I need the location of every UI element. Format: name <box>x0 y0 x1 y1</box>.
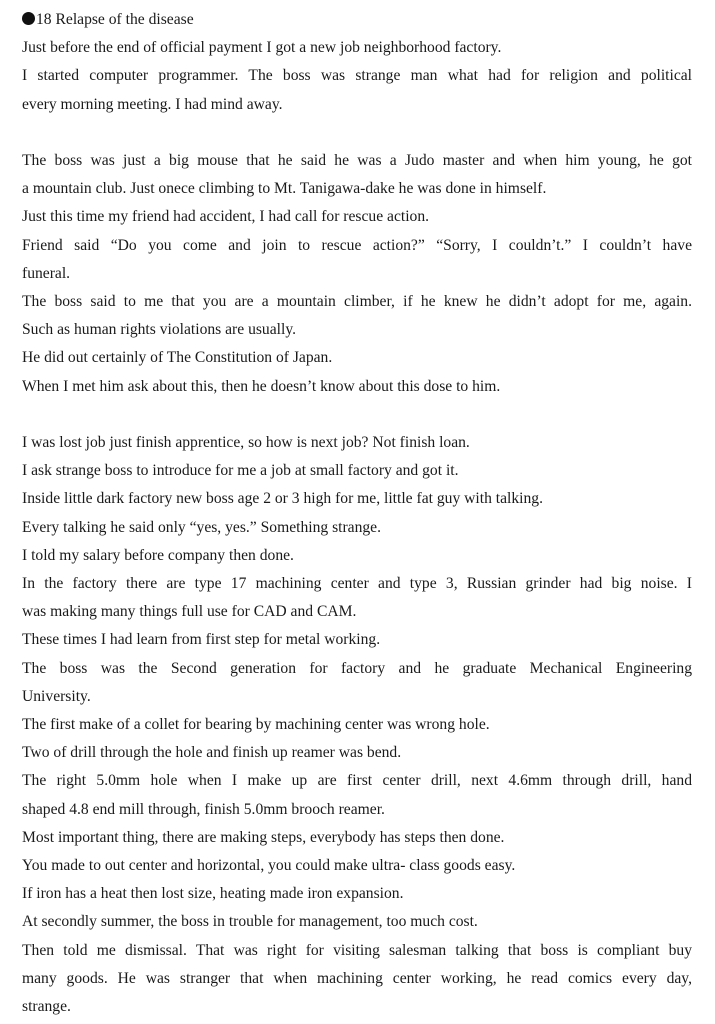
text-line: Most important thing, there are making steps, everybody has steps then done. <box>22 828 505 846</box>
paragraph-2 <box>22 147 692 401</box>
paragraph-3 <box>22 429 692 1021</box>
text-line: Just before the end of official payment I got a new job neighborhood factory. <box>22 39 502 57</box>
document-body <box>22 6 692 1021</box>
text-line: At secondly summer, the boss in trouble for management, too much cost. <box>22 913 478 931</box>
text-line: These times I had learn from first step for metal working. <box>22 631 381 649</box>
text-line: Such as human rights violations are usually. <box>22 321 297 339</box>
paragraph-gap <box>22 401 692 429</box>
text-line: When I met him ask about this, then he doesn’t know about this dose to him. <box>22 377 501 395</box>
text-line: Every talking he said only “yes, yes.” Something strange. <box>22 518 382 536</box>
text-line: Just this time my friend had accident, I had call for rescue action. <box>22 208 430 226</box>
text-line: If iron has a heat then lost size, heating made iron expansion. <box>22 885 404 903</box>
text-line: many goods. He was stranger that when machining center working, he read comics every day, <box>22 969 692 987</box>
text-line: shaped 4.8 end mill through, finish 5.0mm brooch reamer. <box>22 800 385 818</box>
text-line: Then told me dismissal. That was right for visiting salesman talking that boss is compliant buy <box>22 941 692 959</box>
bullet-icon <box>22 12 35 25</box>
text-line: I was lost job just finish apprentice, so how is next job? Not finish loan. <box>22 434 470 452</box>
paragraph-gap <box>22 119 692 147</box>
text-line: I told my salary before company then done. <box>22 546 294 564</box>
text-line: Inside little dark factory new boss age 2 or 3 high for me, little fat guy with talking. <box>22 490 543 508</box>
paragraph-1 <box>22 34 692 119</box>
text-line: I started computer programmer. The boss was strange man what had for religion and political <box>22 67 692 85</box>
text-line: The right 5.0mm hole when I make up are first center drill, next 4.6mm through drill, hand <box>22 772 692 790</box>
text-line: The first make of a collet for bearing by machining center was wrong hole. <box>22 716 490 734</box>
text-line: The boss said to me that you are a mountain climber, if he knew he didn’t adopt for me, again. <box>22 293 692 311</box>
text-line: Two of drill through the hole and finish up reamer was bend. <box>22 744 402 762</box>
text-line: In the factory there are type 17 machining center and type 3, Russian grinder had big noise. I <box>22 575 692 593</box>
text-line: I ask strange boss to introduce for me a job at small factory and got it. <box>22 462 459 480</box>
text-line: funeral. <box>22 264 71 282</box>
text-line: a mountain club. Just onece climbing to Mt. Tanigawa-dake he was done in himself. <box>22 180 547 198</box>
text-line: The boss was the Second generation for factory and he graduate Mechanical Engineering <box>22 659 692 677</box>
section-title <box>22 6 692 34</box>
text-line: Friend said “Do you come and join to rescue action?” “Sorry, I couldn’t.” I couldn’t have <box>22 236 692 254</box>
text-line: The boss was just a big mouse that he said he was a Judo master and when him young, he got <box>22 152 692 169</box>
text-line: University. <box>22 687 91 705</box>
text-line: You made to out center and horizontal, you could make ultra- class goods easy. <box>22 857 516 875</box>
text-line: every morning meeting. I had mind away. <box>22 95 283 113</box>
text-line: was making many things full use for CAD and CAM. <box>22 603 357 621</box>
section-title-text: 18 Relapse of the disease <box>36 11 194 28</box>
text-line: He did out certainly of The Constitution of Japan. <box>22 349 333 367</box>
text-line: strange. <box>22 998 71 1016</box>
